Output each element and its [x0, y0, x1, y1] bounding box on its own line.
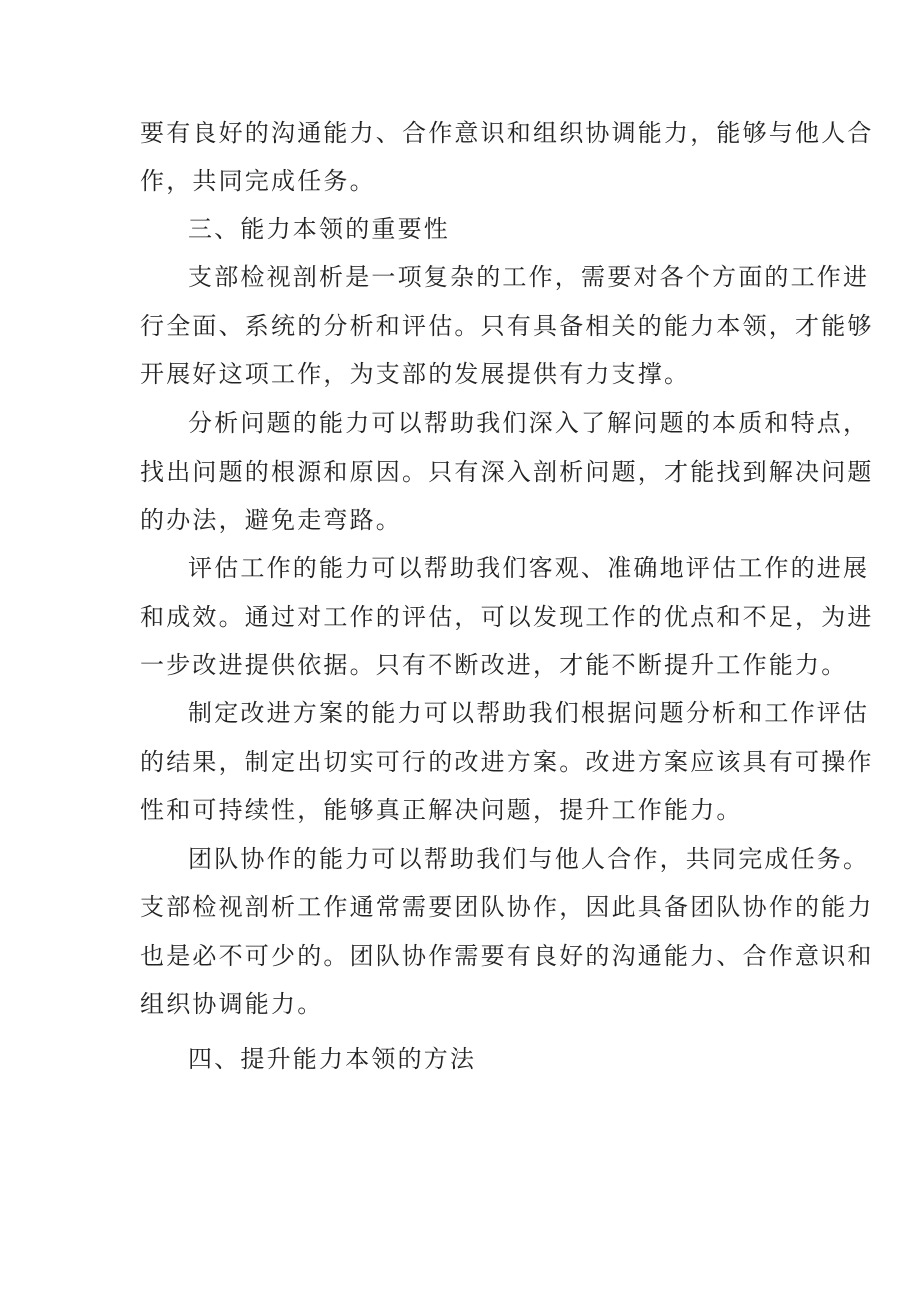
text-line: 作，共同完成任务。: [140, 167, 376, 195]
text-line: 支部检视剖析工作通常需要团队协作，因此具备团队协作的能力: [140, 893, 874, 921]
text-line: 支部检视剖析是一项复杂的工作，需要对各个方面的工作进: [188, 263, 870, 291]
text-line: 评估工作的能力可以帮助我们客观、准确地评估工作的进展: [188, 554, 870, 582]
text-line: 的结果，制定出切实可行的改进方案。改进方案应该具有可操作: [140, 748, 874, 776]
text-line: 团队协作的能力可以帮助我们与他人合作，共同完成任务。: [188, 845, 870, 873]
text-line: 开展好这项工作，为支部的发展提供有力支撑。: [140, 360, 691, 388]
text-line: 的办法，避免走弯路。: [140, 506, 402, 534]
text-line: 找出问题的根源和原因。只有深入剖析问题，才能找到解决问题: [140, 458, 874, 486]
text-line: 一步改进提供依据。只有不断改进，才能不断提升工作能力。: [140, 651, 848, 679]
text-line: 也是必不可少的。团队协作需要有良好的沟通能力、合作意识和: [140, 942, 874, 970]
text-line: 分析问题的能力可以帮助我们深入了解问题的本质和特点，: [188, 409, 870, 437]
text-line: 制定改进方案的能力可以帮助我们根据问题分析和工作评估: [188, 699, 870, 727]
text-line: 和成效。通过对工作的评估，可以发现工作的优点和不足，为进: [140, 603, 874, 631]
section-heading-3: 三、能力本领的重要性: [188, 215, 450, 243]
text-line: 要有良好的沟通能力、合作意识和组织协调能力，能够与他人合: [140, 119, 874, 147]
text-line: 组织协调能力。: [140, 990, 324, 1018]
text-line: 性和可持续性，能够真正解决问题，提升工作能力。: [140, 796, 743, 824]
text-line: 行全面、系统的分析和评估。只有具备相关的能力本领，才能够: [140, 312, 874, 340]
section-heading-4: 四、提升能力本领的方法: [188, 1045, 477, 1073]
